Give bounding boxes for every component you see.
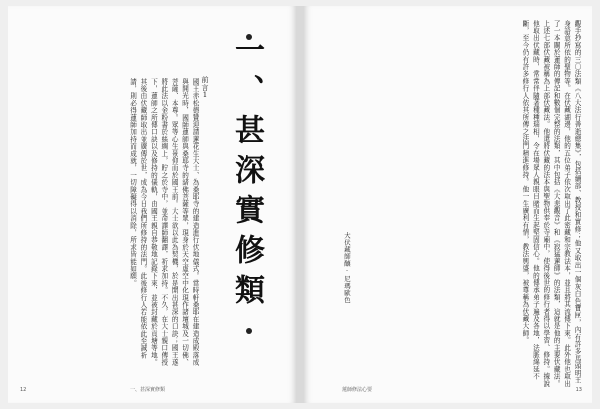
left-page-number: 12 bbox=[20, 387, 27, 393]
right-running-head: 蓮師修法心要 bbox=[342, 387, 373, 393]
title-bullet-bottom bbox=[246, 328, 252, 334]
chapter-title: 一、甚深實修類 bbox=[229, 34, 264, 314]
book-gutter bbox=[296, 6, 304, 403]
right-page bbox=[304, 6, 592, 403]
chapter-title-block bbox=[220, 34, 272, 334]
left-body-text: 國王赤松德贊迎請蓮花生大士、為桑耶寺的建造進行伏地儀式。當時軒桑耶在建造成殿落成與開光時，國師蓮師與桑耶寺的諸佛菩薩等眾，現身於天空虛空中化現作諸壇城及一切佛、菩薩、本尊。眾等心生景仰而於國王前。大士欲以此為契機，於是開出甚深的口訣；國王遂將此法以金粉書於絲綢上，貯之於寺中，並命譯師翻譯，祈求加持。不久，在大士親口傳授下，蓮師之所傳口訣以及修持的儀軌，由國王親自恭敬地記錄下來，並被封藏於貢塘等地。其後由伏藏師取出並廣傳於世，成為今日我們所修持的法門。此後修行人若能依此至誠祈請，則必得蓮師加持而成就，一切障礙得以消除，所求皆能如願。 bbox=[128, 78, 199, 366]
attribution: 大伏藏師釀·尼瑪歐色 bbox=[343, 232, 351, 304]
left-running-head: 一、甚深實修類 bbox=[130, 387, 166, 393]
section-headnote: 前言1 bbox=[201, 76, 209, 100]
right-body-text: 觀手抄寫的三〇法類《八大法行善逝總集》，包括續部、教授和實修；他又取出一個灰白色寶匣，內有許多馬頭明王身語意所依的聖物等。在伏藏湖邊，他的五位弟子依次取出了此密藏和宗教法本，並且將其流傳下來。此外他也取出了一本關於蓮師的傳記和數個完整的法類，其中包括《大悲觀音》和《寂猛蓮師》的法類，這就是他的主要伏藏法。上述七部伏藏被稱為上部伏藏法。他還將伏藏的法本與聖物供奉於寺廟中，使得後世的修行者得以學習、修持。據說他取出伏藏時，常常伴隨著種種瑞相，令在場眾人親眼目睹而生起堅固信心。他的傳承弟子遍及各地，法脈綿延不斷，至今仍有許多修行人依其所傳之法門精進修持。他一生廣利有情，教法興盛，被尊稱為伏藏大師。 bbox=[520, 20, 581, 388]
left-page bbox=[8, 6, 296, 403]
right-page-number: 13 bbox=[575, 387, 582, 393]
